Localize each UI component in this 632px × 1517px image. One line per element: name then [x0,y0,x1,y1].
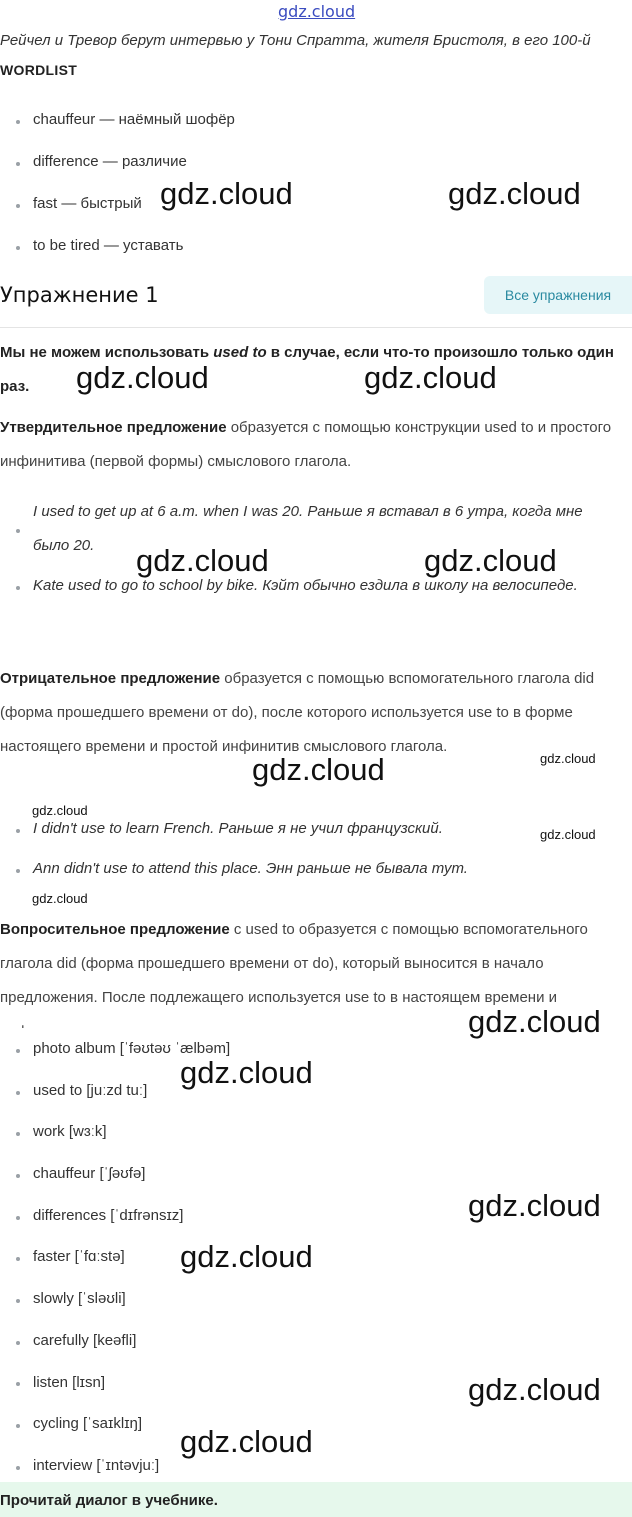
negative-heading: Отрицательное предложение [0,670,221,687]
list-item: to be tired — уставать [0,225,632,267]
list-item: cycling [ˈsaɪklɪŋ] [0,1403,632,1445]
watermark: gdz.cloud [32,803,88,818]
rule-intro: Мы не можем использовать used to в случае, если что-то произошло только один раз. [0,344,614,395]
negative-examples [0,812,632,886]
phonetics-list [0,1028,632,1487]
list-item: differences [ˈdɪfrənsɪz] [0,1195,632,1237]
list-item: fast — быстрый [0,183,632,225]
list-item: listen [lɪsn] [0,1362,632,1404]
negative-rule: Отрицательное предложение образуется с помощью вспомогательного глагола did (форма прошедшего времени от do), после которого используется use to в форме настоящего времени и простой инфинитив смыслового глагола. [0,670,595,755]
watermark: gdz.cloud [76,360,209,395]
list-item: Ann didn't use to attend this place. Энн раньше не бывала тут. [0,852,632,886]
site-link[interactable]: gdz.cloud [278,2,356,21]
watermark: gdz.cloud [448,176,581,211]
list-item: I used to get up at 6 a.m. when I was 20. Раньше я вставал в 6 утра, когда мне было 20. [0,495,620,563]
wordlist-title: WORDLIST [0,62,78,78]
question-rule: Вопросительное предложение с used to образуется с помощью вспомогательного глагола did (форма прошедшего времени от do), который выносится в начало предложения. После подлежащего используется use to в настоящем времени и [0,921,588,1006]
watermark: gdz.cloud [32,891,88,906]
exercise-title: Упражнение 1 [0,283,159,307]
list-item: work [wɜːk] [0,1111,632,1153]
watermark: gdz.cloud [468,1372,601,1407]
watermark: gdz.cloud [136,543,269,578]
watermark: gdz.cloud [540,827,596,842]
intro-text: Рейчел и Тревор берут интервью у Тони Спратта, жителя Бристоля, в его 100-й [0,32,591,49]
question-heading: Вопросительное предложение [0,921,230,938]
watermark: gdz.cloud [468,1188,601,1223]
list-item: slowly [ˈsləʊli] [0,1278,632,1320]
watermark: gdz.cloud [252,752,385,787]
list-item: faster [ˈfɑːstə] [0,1236,632,1278]
list-item: difference — различие [0,141,632,183]
list-item: carefully [keəfli] [0,1320,632,1362]
list-item: chauffeur — наёмный шофёр [0,99,632,141]
list-item: interview [ˈɪntəvjuː] [0,1445,632,1487]
task-instruction: Прочитай диалог в учебнике. [0,1482,632,1517]
list-item: photo album [ˈfəʊtəʊ ˈælbəm] [0,1028,632,1070]
watermark: gdz.cloud [424,543,557,578]
list-item: Kate used to go to school by bike. Кэйт обычно ездила в школу на велосипеде. [0,569,620,603]
watermark: gdz.cloud [180,1424,313,1459]
watermark: gdz.cloud [540,751,596,766]
watermark: gdz.cloud [180,1055,313,1090]
list-item: chauffeur [ˈʃəʊfə] [0,1153,632,1195]
affirmative-rule: Утвердительное предложение образуется с помощью конструкции used to и простого инфинитива (первой формы) смыслового глагола. [0,419,612,470]
affirmative-heading: Утвердительное предложение [0,419,227,436]
all-exercises-button[interactable]: Все упражнения [484,276,632,314]
divider [0,327,632,328]
watermark: gdz.cloud [364,360,497,395]
watermark: gdz.cloud [468,1004,601,1039]
list-item: I didn't use to learn French. Раньше я не учил французский. [0,812,632,846]
watermark: gdz.cloud [160,176,293,211]
list-item: used to [juːzd tuː] [0,1070,632,1112]
watermark: gdz.cloud [180,1239,313,1274]
